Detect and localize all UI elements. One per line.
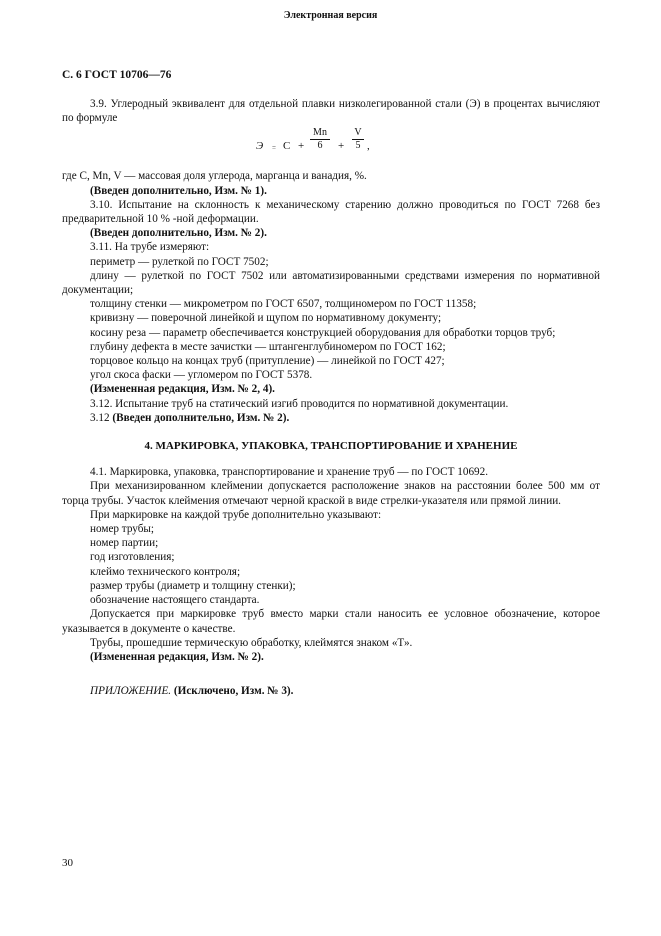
fraction-numerator: Mn <box>310 127 330 140</box>
list-item: длину — рулеткой по ГОСТ 7502 или автоматизированными средствами измерения по нормативной документации; <box>62 269 600 297</box>
page-number: 30 <box>62 857 73 869</box>
paragraph-3-11: 3.11. На трубе измеряют: <box>90 241 210 254</box>
paragraph-4-1: 4.1. Маркировка, упаковка, транспортирование и хранение труб — по ГОСТ 10692. <box>90 466 489 479</box>
formula-comma: , <box>367 140 370 153</box>
list-item: год изготовления; <box>90 551 175 564</box>
formula-equals: = <box>272 144 276 153</box>
appendix-label: ПРИЛОЖЕНИЕ. <box>90 685 172 698</box>
amendment-note: (Измененная редакция, Изм. № 2). <box>90 650 264 663</box>
paragraph-4-1-marking: При механизированном клеймении допускается расположение знаков на расстоянии более 500 мм от торца трубы. Участок клеймения отмечают черной краской в виде стрелки-указателя или прямой линии. <box>62 480 600 507</box>
list-item: размер трубы (диаметр и толщину стенки); <box>90 579 296 592</box>
formula-fraction-mn <box>310 127 330 152</box>
paragraph-3-9: 3.9. Углеродный эквивалент для отдельной плавки низколегированной стали (Э) в процентах вычисляют по формуле <box>62 98 600 125</box>
list-item: клеймо технического контроля; <box>90 565 241 578</box>
list-item: угол скоса фаски — угломером по ГОСТ 5378. <box>90 369 313 382</box>
paragraph-where: где С, Mn, V — массовая доля углерода, марганца и ванадия, %. <box>62 170 367 183</box>
spacer <box>62 664 600 684</box>
formula-fraction-v <box>352 127 364 152</box>
page-header: Электронная версия <box>283 10 378 21</box>
list-item: кривизну — поверочной линейкой и щупом по нормативному документу; <box>90 312 442 325</box>
list-item: толщину стенки — микрометром по ГОСТ 6507, толщиномером по ГОСТ 11358; <box>90 298 477 311</box>
paragraph-4-1-additional: При маркировке на каждой трубе дополнительно указывают: <box>90 508 382 521</box>
amendment-note: (Измененная редакция, Изм. № 2, 4). <box>90 383 275 396</box>
list-item: номер трубы; <box>90 523 155 536</box>
formula-plus: + <box>338 140 345 153</box>
list-item: периметр — рулеткой по ГОСТ 7502; <box>90 255 269 268</box>
list-item: глубину дефекта в месте зачистки — штангенглубиномером по ГОСТ 162; <box>90 340 446 353</box>
paragraph-4-1-heat-treatment: Трубы, прошедшие термическую обработку, клеймятся знаком «Т». <box>90 636 413 649</box>
appendix-note: (Исключено, Изм. № 3). <box>173 685 294 698</box>
formula-lhs: Э <box>256 140 264 153</box>
list-item: номер партии; <box>90 537 159 550</box>
amendment-note: (Введен дополнительно, Изм. № 2). <box>112 411 290 424</box>
paragraph-number: 3.12 <box>90 411 110 424</box>
paragraph-3-12-note <box>62 411 600 425</box>
formula-carbon: С <box>283 140 291 153</box>
fraction-denominator: 5 <box>355 140 361 152</box>
amendment-note: (Введен дополнительно, Изм. № 2). <box>90 227 267 240</box>
paragraph-3-10: 3.10. Испытание на склонность к механическому старению должно проводиться по ГОСТ 7268 без предварительной 10 % -ной деформации. <box>62 198 600 226</box>
page-reference: С. 6 ГОСТ 10706—76 <box>62 69 172 81</box>
paragraph-4-1-symbol: Допускается при маркировке труб вместо марки стали наносить ее условное обозначение, которое указывается в документе о качестве. <box>62 608 600 635</box>
carbon-equivalent-formula <box>62 127 600 165</box>
list-item: косину реза — параметр обеспечивается конструкцией оборудования для обработки торцов труб; <box>90 326 556 339</box>
fraction-numerator: V <box>352 127 364 140</box>
formula-plus: + <box>298 140 305 153</box>
list-item: обозначение настоящего стандарта. <box>90 594 260 607</box>
list-item: торцовое кольцо на концах труб (притупление) — линейкой по ГОСТ 427; <box>90 355 445 368</box>
amendment-note: (Введен дополнительно, Изм. № 1). <box>90 184 267 197</box>
appendix-line <box>62 684 600 698</box>
section-4-title: 4. МАРКИРОВКА, УПАКОВКА, ТРАНСПОРТИРОВАНИЕ И ХРАНЕНИЕ <box>144 440 518 453</box>
paragraph-3-12: 3.12. Испытание труб на статический изгиб проводится по нормативной документации. <box>90 397 509 410</box>
fraction-denominator: 6 <box>317 140 323 152</box>
document-body <box>62 97 600 698</box>
